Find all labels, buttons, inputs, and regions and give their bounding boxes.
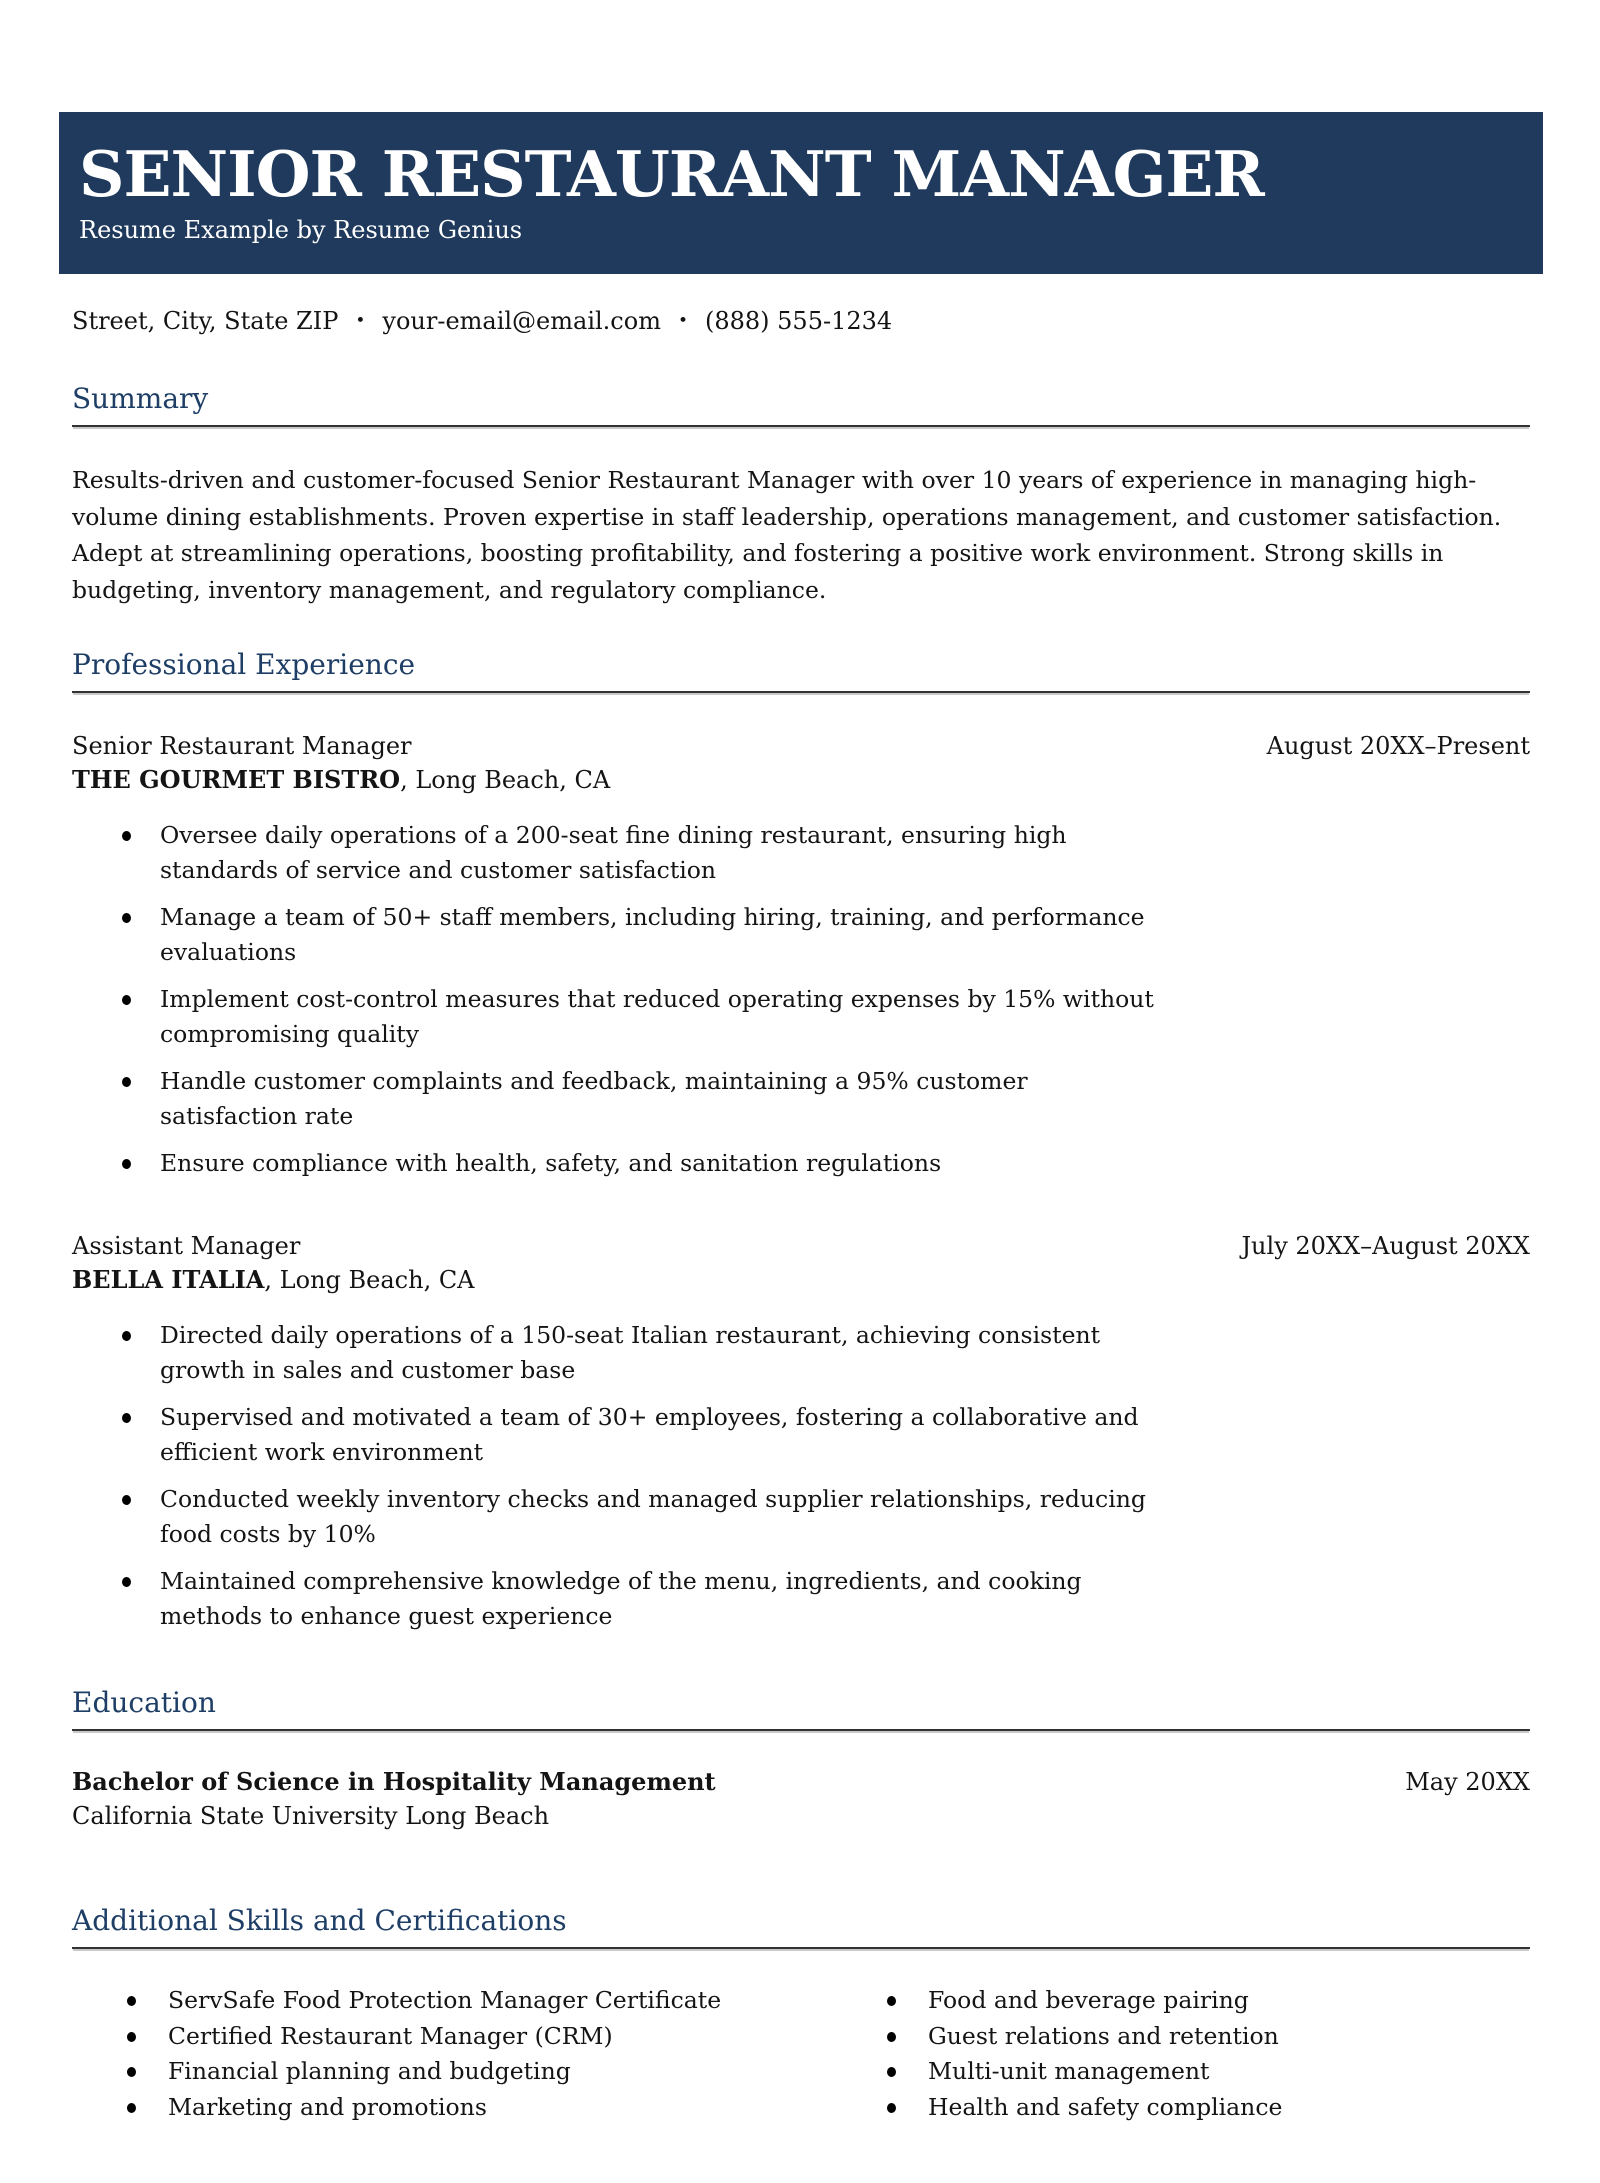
summary-heading: Summary [72, 382, 1530, 427]
job-header-row [72, 729, 1530, 763]
list-item [72, 1983, 832, 2019]
bullet-text: Manage a team of 50+ staff members, including hiring, training, and performance evaluations [160, 903, 1145, 966]
bullet-text: Conducted weekly inventory checks and managed supplier relationships, reducing food costs by 10% [160, 1485, 1146, 1548]
dot-separator-icon: • [355, 311, 366, 331]
company-name: THE GOURMET BISTRO [72, 765, 401, 794]
skill-text: Multi-unit management [928, 2057, 1210, 2085]
list-item [72, 1564, 1172, 1634]
contact-phone: (888) 555-1234 [705, 307, 893, 335]
section-education [72, 1686, 1530, 1834]
skill-text: Food and beverage pairing [928, 1986, 1249, 2014]
skill-text: Marketing and promotions [168, 2092, 487, 2121]
bullet-icon [122, 1331, 131, 1341]
bullet-icon [887, 2032, 896, 2042]
list-item [72, 2054, 832, 2090]
bullet-text: Maintained comprehensive knowledge of the menu, ingredients, and cooking methods to enhance guest experience [160, 1567, 1082, 1630]
job-bullet-list [72, 1318, 1530, 1634]
header-band [59, 112, 1543, 274]
dot-separator-icon: • [677, 311, 688, 331]
education-date: May 20XX [1405, 1768, 1530, 1796]
bullet-text: Implement cost-control measures that reduced operating expenses by 15% without compromising quality [160, 985, 1154, 1048]
bullet-icon [122, 995, 131, 1005]
list-item [832, 1983, 1530, 2019]
job-title: Senior Restaurant Manager [72, 732, 412, 760]
list-item [72, 1146, 1172, 1181]
list-item [72, 1318, 1172, 1388]
list-item [832, 2090, 1530, 2126]
bullet-icon [127, 2103, 136, 2113]
section-experience [72, 648, 1530, 1634]
job-entry-bella-italia [72, 1229, 1530, 1634]
skills-heading: Additional Skills and Certifications [72, 1904, 1530, 1949]
bullet-icon [122, 1413, 131, 1423]
list-item [72, 1400, 1172, 1470]
section-skills [72, 1904, 1530, 2125]
company-location: , Long Beach, CA [264, 1266, 475, 1294]
contact-address: Street, City, State ZIP [72, 307, 339, 335]
school-name: California State University Long Beach [72, 1802, 550, 1830]
page-title: SENIOR RESTAURANT MANAGER [79, 136, 1264, 211]
list-item [72, 982, 1172, 1052]
bullet-text: Supervised and motivated a team of 30+ employees, fostering a collaborative and efficient work environment [160, 1403, 1139, 1466]
list-item [72, 818, 1172, 888]
bullet-text: Directed daily operations of a 150-seat Italian restaurant, achieving consistent growth in sales and customer base [160, 1321, 1101, 1384]
bullet-icon [122, 1495, 131, 1505]
list-item [832, 2054, 1530, 2090]
degree-name: Bachelor of Science in Hospitality Management [72, 1767, 716, 1796]
list-item [72, 2019, 832, 2055]
skill-text: ServSafe Food Protection Manager Certificate [168, 1986, 722, 2014]
job-bullet-list [72, 818, 1530, 1181]
education-heading: Education [72, 1686, 1530, 1731]
bullet-icon [122, 1077, 131, 1087]
bullet-icon [122, 913, 131, 923]
list-item [832, 2019, 1530, 2055]
skills-list-left [72, 1983, 832, 2125]
bullet-icon [887, 1996, 896, 2006]
skill-text: Financial planning and budgeting [168, 2057, 571, 2085]
resume-page [0, 112, 1600, 2125]
bullet-icon [887, 2067, 896, 2077]
list-item [72, 1064, 1172, 1134]
bullet-icon [887, 2103, 896, 2113]
bullet-text: Ensure compliance with health, safety, and sanitation regulations [160, 1149, 942, 1177]
skill-text: Guest relations and retention [928, 2021, 1279, 2050]
bullet-icon [127, 2032, 136, 2042]
summary-text: Results-driven and customer-focused Senior Restaurant Manager with over 10 years of experience in managing high-volume dining establishments. Proven expertise in staff leadership, operations management, and customer satisfaction. Adept at streamlining operations, boosting profitability, and fostering a positive work environment. Strong skills in budgeting, inventory management, and regulatory compliance. [72, 466, 1502, 604]
job-company-row [72, 1263, 1530, 1297]
company-location: , Long Beach, CA [400, 766, 611, 794]
list-item [72, 1482, 1172, 1552]
bullet-icon [122, 1577, 131, 1587]
list-item [72, 2090, 832, 2126]
bullet-icon [127, 2067, 136, 2077]
skill-text: Health and safety compliance [928, 2092, 1283, 2121]
bullet-icon [122, 831, 131, 841]
list-item [72, 900, 1172, 970]
job-company-row [72, 763, 1530, 797]
header-subtitle: Resume Example by Resume Genius [79, 216, 523, 245]
bullet-icon [127, 1996, 136, 2006]
job-header-row [72, 1229, 1530, 1263]
experience-heading: Professional Experience [72, 648, 1530, 693]
job-dates: July 20XX–August 20XX [1241, 1232, 1530, 1260]
contact-line [72, 305, 1530, 337]
company-name: BELLA ITALIA [72, 1265, 265, 1294]
skill-text: Certified Restaurant Manager (CRM) [168, 2021, 613, 2050]
education-header-row [72, 1765, 1530, 1799]
job-entry-gourmet-bistro [72, 729, 1530, 1181]
contact-email: your-email@email.com [382, 307, 661, 335]
bullet-text: Oversee daily operations of a 200-seat fine dining restaurant, ensuring high standards of service and customer satisfaction [160, 821, 1067, 884]
job-dates: August 20XX–Present [1266, 732, 1530, 760]
skills-columns [72, 1983, 1530, 2125]
job-title: Assistant Manager [72, 1232, 301, 1260]
bullet-icon [122, 1159, 131, 1169]
skills-list-right [832, 1983, 1530, 2125]
bullet-text: Handle customer complaints and feedback, maintaining a 95% customer satisfaction rate [160, 1067, 1028, 1130]
section-summary [72, 382, 1530, 608]
